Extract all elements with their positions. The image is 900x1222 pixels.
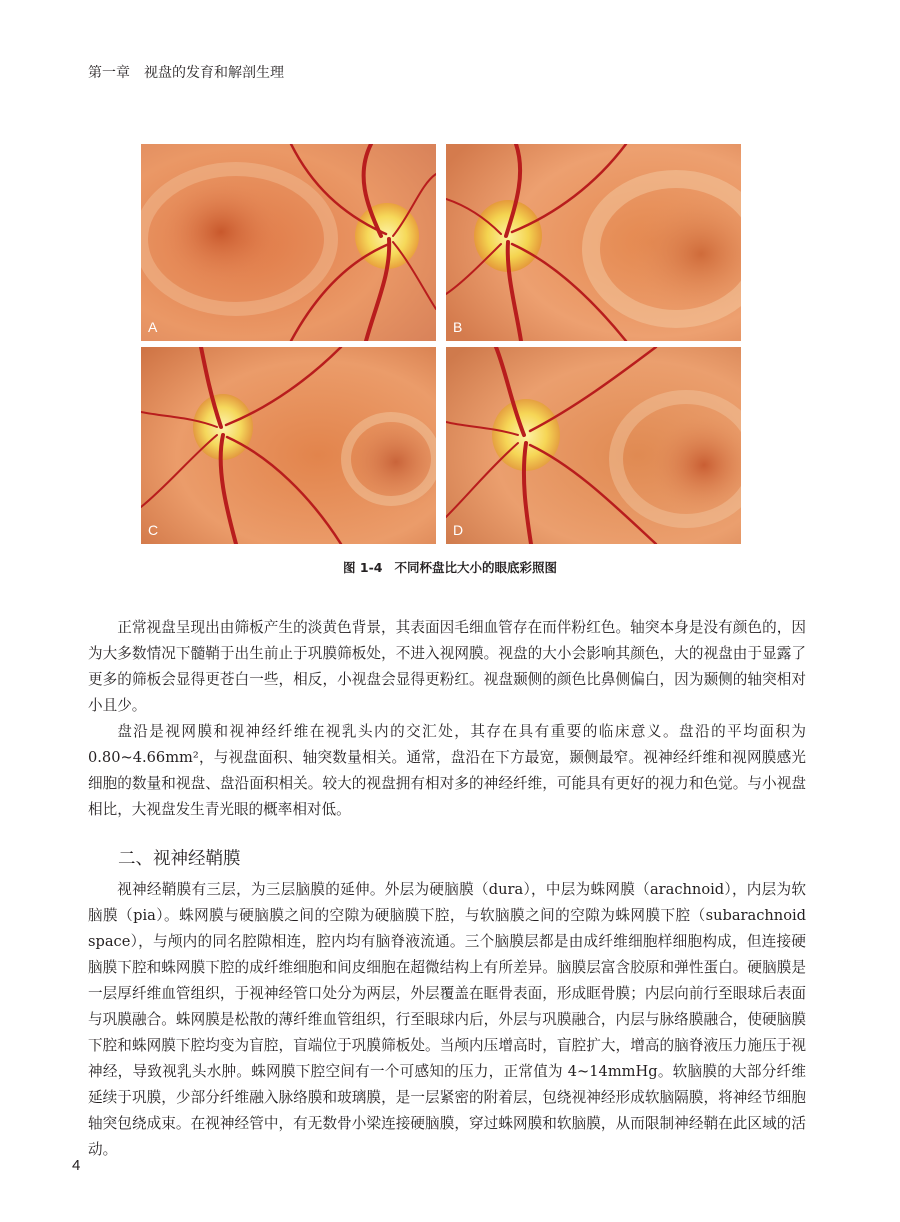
fundus-image-a <box>141 144 436 341</box>
fundus-image-b <box>446 144 741 341</box>
fundus-image-c <box>141 347 436 544</box>
section-2-text <box>88 877 806 1163</box>
fundus-panel-a <box>141 144 436 341</box>
paragraph-disc-rim: 盘沿是视网膜和视神经纤维在视乳头内的交汇处，其存在具有重要的临床意义。盘沿的平均面积为0.80~4.66mm²，与视盘面积、轴突数量相关。通常，盘沿在下方最宽，颞侧最窄。视神经纤维和视网膜感光细胞的数量和视盘、盘沿面积相关。较大的视盘拥有相对多的神经纤维，可能具有更好的视力和色觉。与小视盘相比，大视盘发生青光眼的概率相对低。 <box>88 723 806 818</box>
paragraph-disc-color: 正常视盘呈现出由筛板产生的淡黄色背景，其表面因毛细血管存在而伴粉红色。轴突本身是没有颜色的，因为大多数情况下髓鞘于出生前止于巩膜筛板处，不进入视网膜。视盘的大小会影响其颜色，大的视盘由于显露了更多的筛板会显得更苍白一些，相反，小视盘会显得更粉红。视盘颞侧的颜色比鼻侧偏白，因为颞侧的轴突相对小且少。 <box>88 619 806 714</box>
section-1-text <box>88 615 806 823</box>
figure-caption <box>0 558 900 576</box>
panel-label-b: B <box>453 319 463 335</box>
section-heading: 二、视神经鞘膜 <box>118 849 241 869</box>
chapter-label: 第一章 <box>88 65 130 81</box>
fundus-panel-d <box>446 347 741 544</box>
fundus-image-d <box>446 347 741 544</box>
paragraph-sheath: 视神经鞘膜有三层，为三层脑膜的延伸。外层为硬脑膜（dura），中层为蛛网膜（arachnoid），内层为软脑膜（pia）。蛛网膜与硬脑膜之间的空隙为硬脑膜下腔，与软脑膜之间的空隙为蛛网膜下腔（subarachnoid space），与颅内的同名腔隙相连，腔内均有脑脊液流通。三个脑膜层都是由成纤维细胞样细胞构成，但连接硬脑膜下腔和蛛网膜下腔的成纤维细胞和间皮细胞在超微结构上有所差异。脑膜层富含胶原和弹性蛋白。硬脑膜是一层厚纤维血管组织，于视神经管口处分为两层，外层覆盖在眶骨表面，形成眶骨膜；内层向前行至眼球后表面与巩膜融合。蛛网膜是松散的薄纤维血管组织，行至眼球内后，外层与巩膜融合，内层与脉络膜融合，使硬脑膜下腔和蛛网膜下腔均变为盲腔，盲端位于巩膜筛板处。当颅内压增高时，盲腔扩大，增高的脑脊液压力施压于视神经，导致视乳头水肿。蛛网膜下腔空间有一个可感知的压力，正常值为 4~14mmHg。软脑膜的大部分纤维延续于巩膜，少部分纤维融入脉络膜和玻璃膜，是一层紧密的附着层，包绕视神经形成软脑隔膜，将神经节细胞轴突包绕成束。在视神经管中，有无数骨小梁连接硬脑膜，穿过蛛网膜和软脑膜，从而限制神经鞘在此区域的活动。 <box>88 881 806 1158</box>
panel-label-c: C <box>148 522 159 538</box>
caption-number: 图 1-4 <box>343 560 383 575</box>
running-header <box>88 62 284 82</box>
chapter-title: 视盘的发育和解剖生理 <box>144 65 284 81</box>
panel-label-d: D <box>453 522 464 538</box>
caption-text: 不同杯盘比大小的眼底彩照图 <box>394 560 557 575</box>
fundus-panel-c <box>141 347 436 544</box>
page-number: 4 <box>72 1157 81 1174</box>
fundus-figure <box>141 144 742 544</box>
fundus-panel-b <box>446 144 741 341</box>
panel-label-a: A <box>148 319 158 335</box>
